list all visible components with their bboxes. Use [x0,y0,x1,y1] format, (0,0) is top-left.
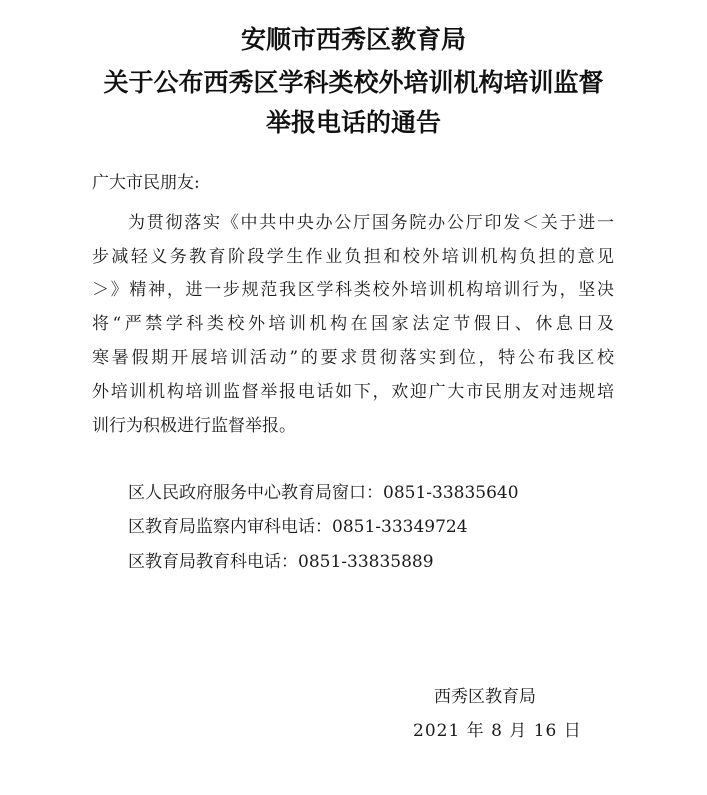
body-paragraph-line: 为贯彻落实《中共中央办公厅国务院办公厅印发＜关于进一 [128,213,614,233]
contact-label: 区教育局教育科电话： [128,552,298,572]
contact-line-service-center [128,481,519,505]
contact-line-supervision [128,515,468,539]
body-paragraph-line: 训行为积极进行监督举报。 [92,416,296,436]
contact-phone: 0851-33349724 [332,517,468,537]
body-paragraph-line: 外培训机构培训监督举报电话如下，欢迎广大市民朋友对违规培 [92,382,614,402]
contact-line-education-section [128,550,434,574]
body-paragraph-line: 将“严禁学科类校外培训机构在国家法定节假日、休息日及 [92,314,614,334]
issuing-organization: 西秀区教育局 [434,687,536,707]
body-paragraph-line: 步减轻义务教育阶段学生作业负担和校外培训机构负担的意见 [92,247,614,267]
document-title-line-1: 安顺市西秀区教育局 [240,25,466,54]
document-title-line-2: 关于公布西秀区学科类校外培训机构培训监督 [103,68,604,97]
contact-phone: 0851-33835640 [383,483,519,503]
issue-date: 2021 年 8 月 16 日 [413,721,582,741]
body-paragraph-line: ＞》精神，进一步规范我区学科类校外培训机构培训行为，坚决 [92,280,614,300]
contact-label: 区教育局监察内审科电话： [128,517,332,537]
salutation: 广大市民朋友: [92,173,200,193]
contact-label: 区人民政府服务中心教育局窗口： [128,483,383,503]
document-title-line-3: 举报电话的通告 [265,108,441,137]
contact-phone: 0851-33835889 [298,552,434,572]
body-paragraph-line: 寒暑假期开展培训活动”的要求贯彻落实到位，特公布我区校 [92,348,614,368]
